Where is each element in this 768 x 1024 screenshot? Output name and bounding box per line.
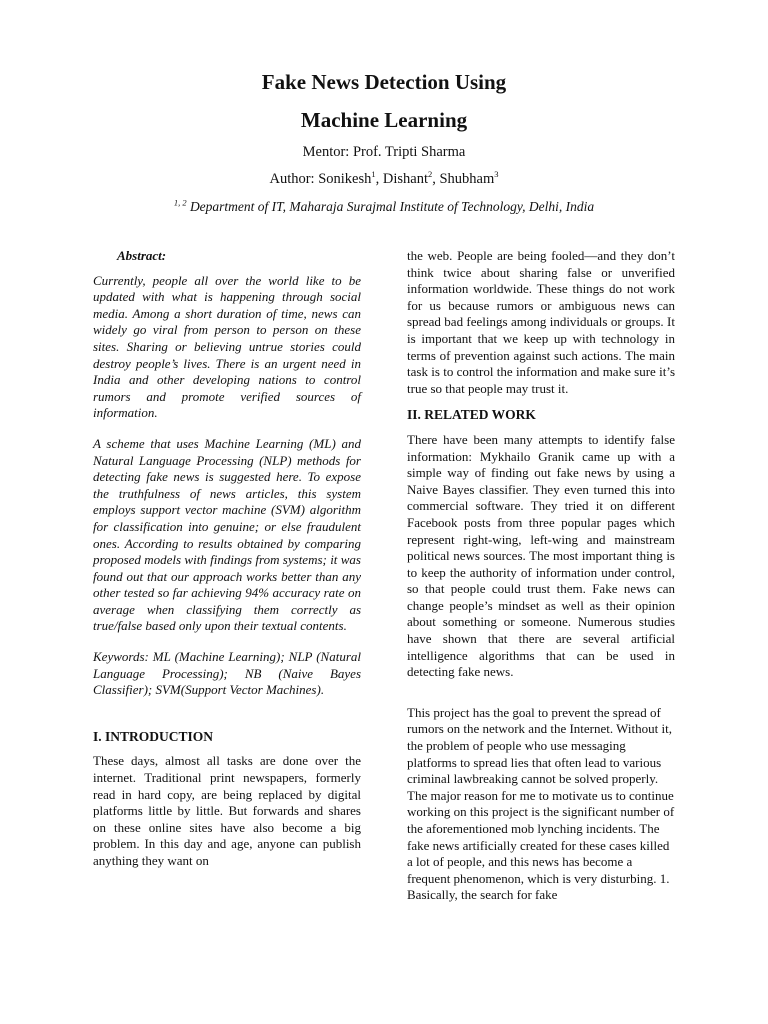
abstract-heading: Abstract:: [117, 248, 167, 263]
mentor-line: Mentor: Prof. Tripti Sharma: [302, 144, 466, 160]
author-name: Shubham: [439, 171, 495, 187]
introduction-paragraph: These days, almost all tasks are done over the internet. Traditional print newspapers, formerly read in hard copy, are being replaced by digital platforms little by little. But forwards and shares on these online sites have also become a big problem. In this day and age, anyone can publish anything they want on: [93, 753, 361, 868]
related-work-paragraph: This project has the goal to prevent the spread of rumors on the network and the Internet. Without it, the problem of people who use messaging platforms to spread lies that often lead to various criminal lawbreaking cannot be solved properly. The major reason for me to motivate us to continue working on this project is the significant number of the aforementioned mob lynching incidents. The fake news artificially created for these cases killed a lot of people, and this news has become a frequent phenomenon, which is very disturbing. 1. Basically, the search for fake: [407, 704, 675, 903]
left-column: [93, 248, 361, 870]
paper-title-line-2: Machine Learning: [300, 108, 468, 132]
author-sup: 1: [371, 169, 376, 180]
section-heading-introduction: I. INTRODUCTION: [93, 728, 214, 744]
right-column: [407, 248, 675, 904]
abstract-paragraph: A scheme that uses Machine Learning (ML) and Natural Language Processing (NLP) methods for detecting fake news is suggested here. To expose the truthfulness of news articles, this system employs support vector machine (SVM) algorithm for classification into genuine; or else fraudulent ones. According to results obtained by comparing proposed models with findings from systems; it was found out that our approach works better than any other tested so far achieving 94% accuracy rate on average when classifying them correctly as true/false based only upon their textual contents.: [93, 435, 361, 634]
author-prefix: Author:: [269, 171, 319, 187]
author-name: Sonikesh: [318, 171, 372, 187]
author-line: [0, 170, 768, 188]
author-sup: 3: [494, 169, 499, 180]
abstract-paragraph: Currently, people all over the world like to be updated with what is happening through social media. Among a short duration of time, news can widely go viral from person to person on these sites. Sharing or believing untrue stories could destroy people’s lives. There is an urgent need in India and other developing nations to control rumors and promote verified sources of information.: [93, 272, 361, 421]
affiliation-text: Department of IT, Maharaja Surajmal Institute of Technology, Delhi, India: [186, 199, 595, 214]
author-sep: ,: [375, 171, 383, 187]
keywords: Keywords: ML (Machine Learning); NLP (Natural Language Processing); NB (Naive Bayes Classifier); SVM(Support Vector Machines).: [93, 649, 361, 698]
author-name: Dishant: [382, 171, 428, 187]
related-work-paragraph: There have been many attempts to identify false information: Mykhailo Granik came up with a simple way of finding out fake news by using a Naive Bayes classifier. They even turned this into commercial software. They tried it on different Facebook posts from three popular pages which represent right-wing, left-wing and mainstream political news sources. The most important thing is to keep the authority of information under control, so that people could trust them. Fake news can change people’s mindset as well as their opinion about something or someone. Numerous studies have shown that there are several artificial intelligence algorithms that can be used in detecting fake news.: [407, 431, 675, 680]
affiliation-line: [0, 198, 768, 216]
author-sep: ,: [432, 171, 440, 187]
introduction-continued-paragraph: the web. People are being fooled—and they don’t think twice about sharing false or unverified information worldwide. These things do not work for us because rumors or ambiguous news can spread bad feelings among individuals or groups. It is important that we keep up with technology in terms of prevention against such actions. The main task is to control the information and make sure it’s true so that people may trust it.: [407, 248, 675, 396]
section-heading-related-work: II. RELATED WORK: [407, 407, 536, 423]
paper-title-line-1: Fake News Detection Using: [261, 70, 507, 94]
affiliation-sup: 1, 2: [173, 197, 187, 208]
author-sup: 2: [427, 169, 433, 180]
